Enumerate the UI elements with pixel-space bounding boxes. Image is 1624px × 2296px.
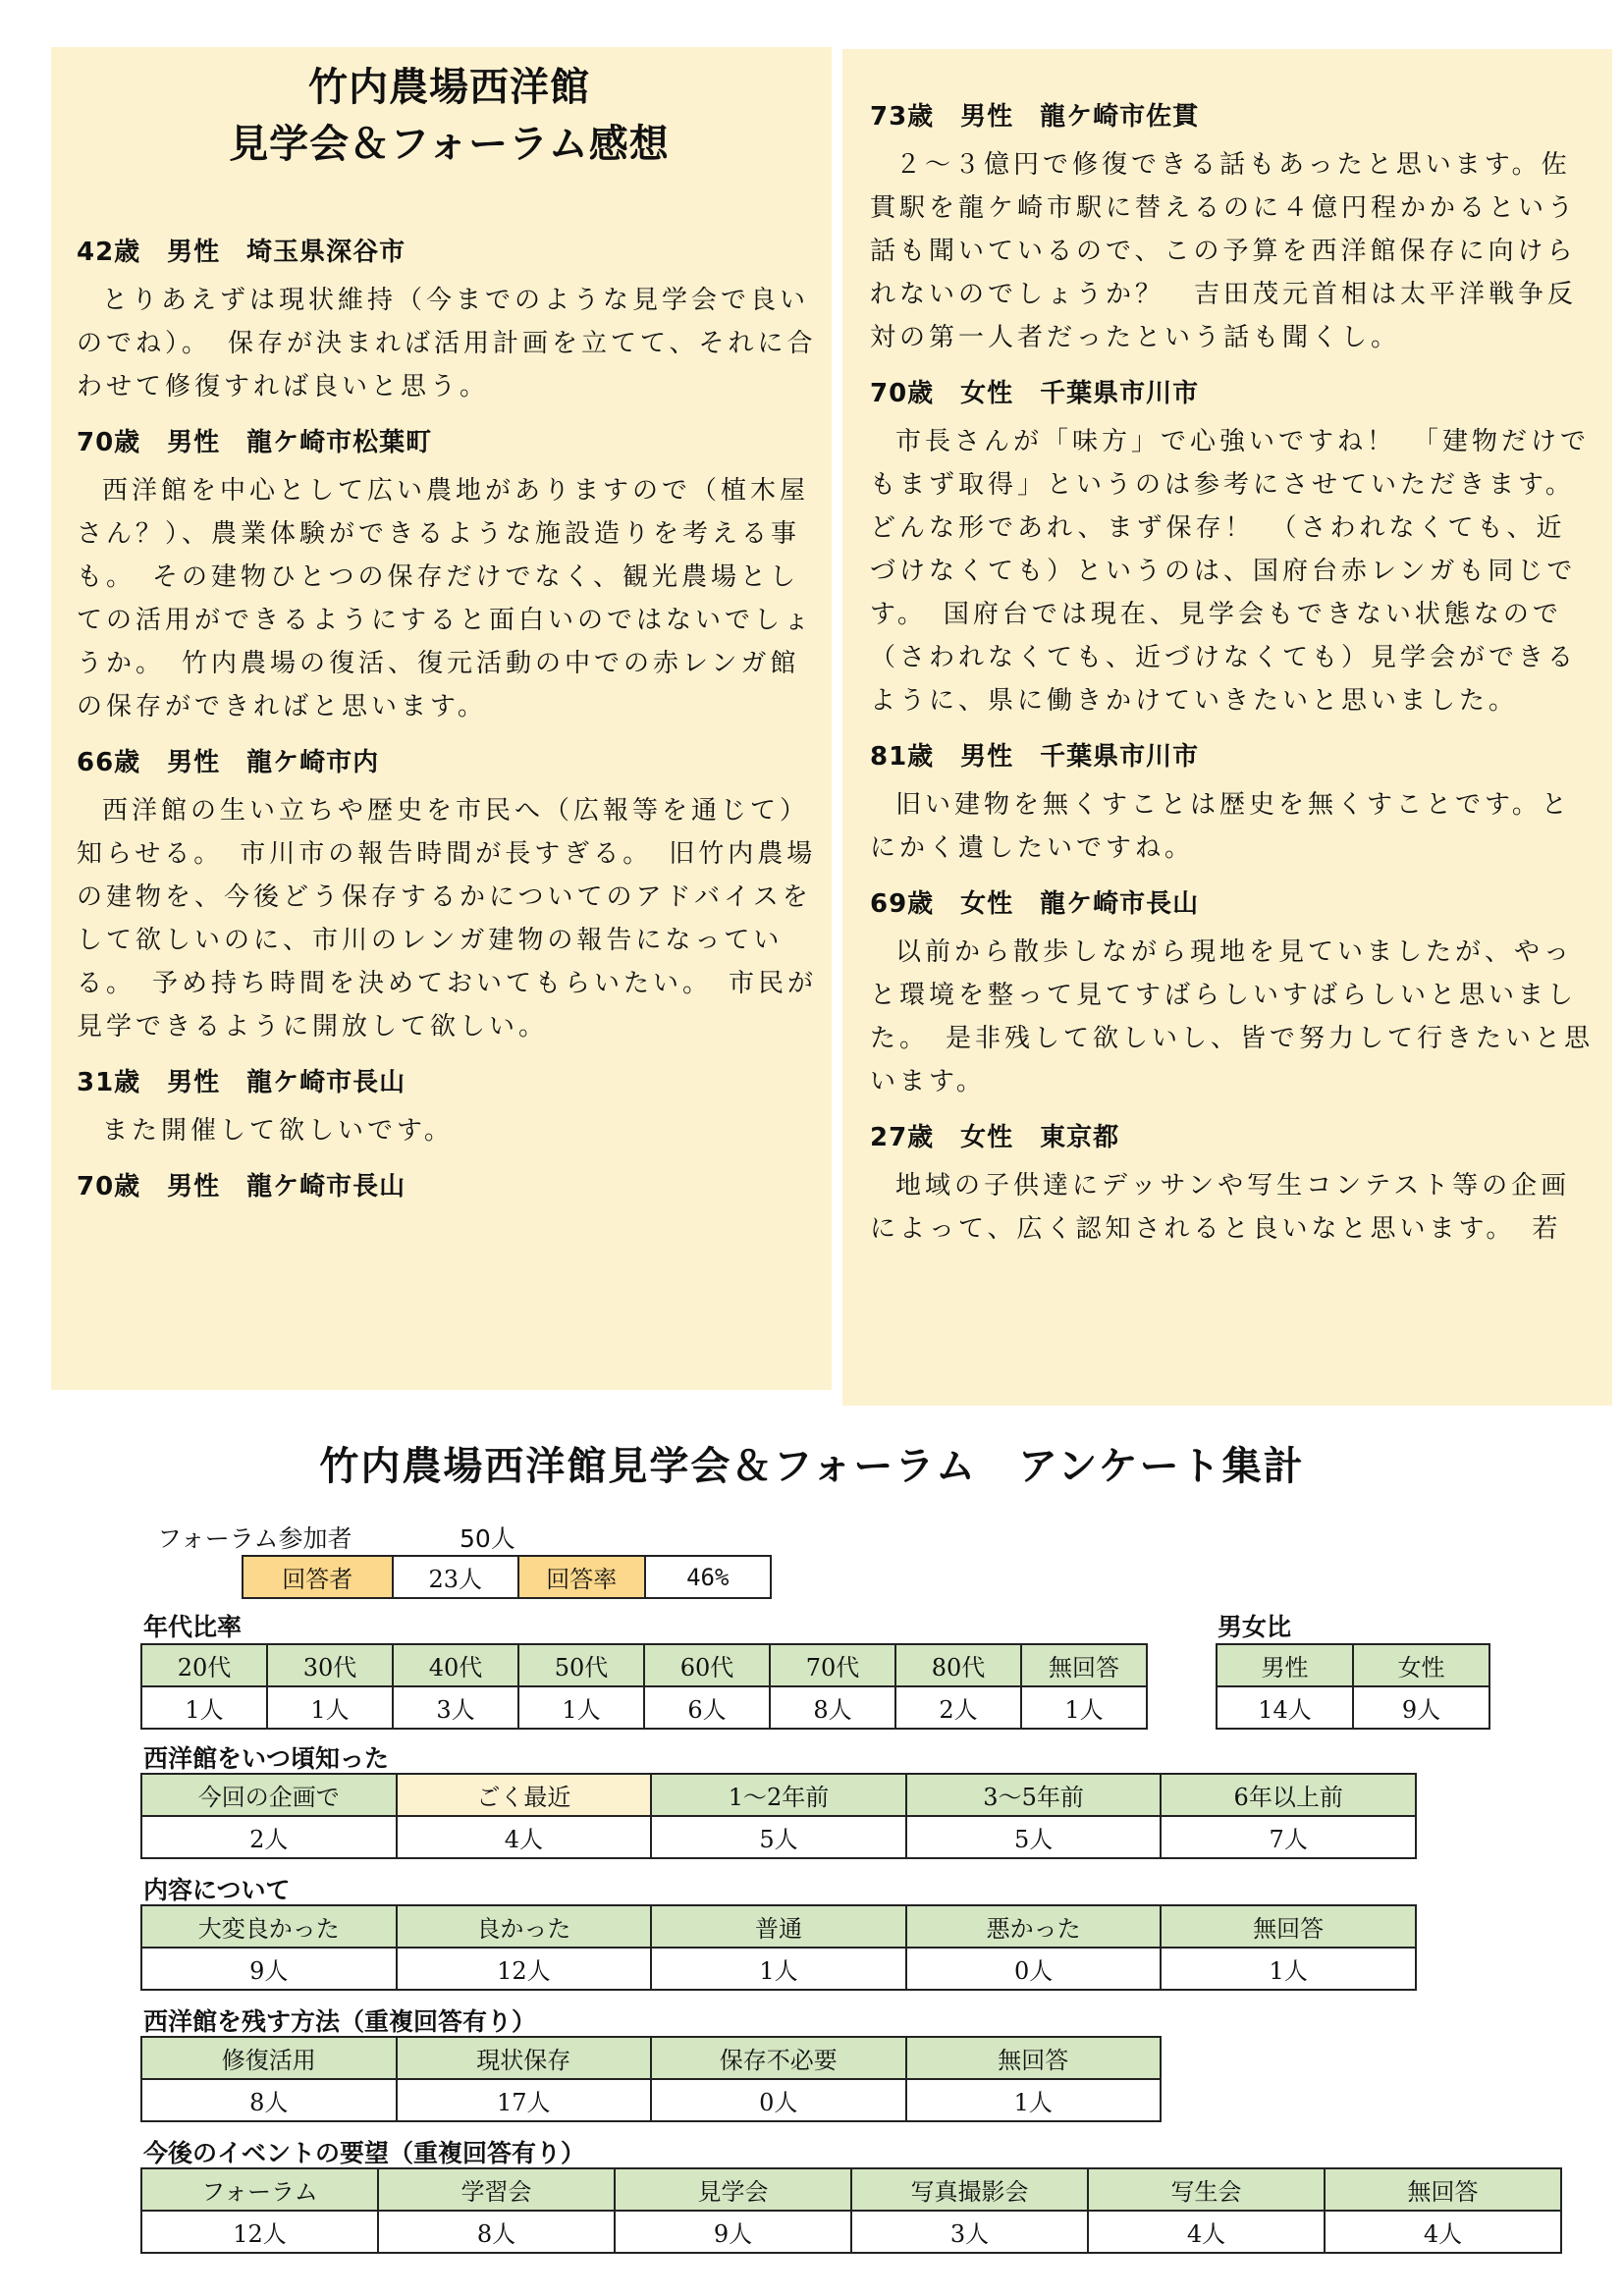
events-header: 学習会	[378, 2168, 615, 2211]
content-header: 良かった	[397, 1905, 652, 1948]
preserve-table	[140, 2036, 1162, 2122]
age-value: 8人	[770, 1686, 895, 1729]
age-value: 6人	[644, 1686, 770, 1729]
age-table	[140, 1643, 1148, 1730]
age-header: 40代	[393, 1644, 518, 1686]
age-header: 60代	[644, 1644, 770, 1686]
comment-author: 42歳 男性 埼玉県深谷市	[77, 238, 406, 267]
gender-value: 14人	[1217, 1686, 1353, 1729]
title-line-2: 見学会＆フォーラム感想	[229, 122, 670, 167]
events-value: 9人	[615, 2211, 851, 2253]
content-header: 悪かった	[906, 1905, 1162, 1948]
respondents-label: 回答者	[243, 1556, 393, 1598]
comment-entry	[77, 1066, 822, 1152]
age-value: 3人	[393, 1686, 518, 1729]
survey-title: 竹内農場西洋館見学会＆フォーラム アンケート集計	[319, 1444, 1305, 1489]
when-known-table	[140, 1773, 1417, 1859]
comment-entry	[870, 1121, 1595, 1251]
preserve-header: 保存不必要	[651, 2037, 906, 2079]
comment-author: 70歳 男性 龍ケ崎市長山	[77, 1172, 406, 1201]
preserve-value: 8人	[141, 2079, 397, 2121]
comment-author: 81歳 男性 千葉県市川市	[870, 742, 1200, 772]
gender-label: 男女比	[1218, 1613, 1292, 1641]
comment-author: 70歳 男性 龍ケ崎市松葉町	[77, 428, 433, 457]
age-header: 70代	[770, 1644, 895, 1686]
comment-author: 31歳 男性 龍ケ崎市長山	[77, 1068, 406, 1097]
left-comments-panel	[51, 47, 832, 1390]
when-known-value: 5人	[651, 1816, 906, 1858]
comment-text: また開催して欲しいです。	[102, 1116, 454, 1146]
age-header: 20代	[141, 1644, 267, 1686]
comment-author: 70歳 女性 千葉県市川市	[870, 379, 1200, 408]
gender-table	[1216, 1643, 1490, 1730]
when-known-value: 5人	[906, 1816, 1162, 1858]
content-label: 内容について	[143, 1876, 291, 1904]
preserve-header: 無回答	[906, 2037, 1162, 2079]
when-known-value: 7人	[1161, 1816, 1416, 1858]
preserve-value: 17人	[397, 2079, 652, 2121]
events-value: 8人	[378, 2211, 615, 2253]
participants-label: フォーラム参加者	[157, 1524, 352, 1553]
comment-entry	[870, 100, 1595, 359]
age-header: 無回答	[1021, 1644, 1147, 1686]
when-known-header: 6年以上前	[1161, 1774, 1416, 1816]
response-rate-table	[242, 1555, 772, 1599]
comment-text: 市長さんが「味方」で心強いですね！ 「建物だけでもまず取得」というのは参考にさせていただきます。 どんな形であれ、まず保存！ （さわれなくても、近づけなくても）というのは、国府台赤レンガも同じです。 国府台では現在、見学会もできない状態なので（さわれなくても、近づけなくても）見学会ができるように、県に働きかけていきたいと思いました。	[870, 427, 1592, 716]
when-known-header: 3～5年前	[906, 1774, 1162, 1816]
content-value: 1人	[1161, 1948, 1416, 1990]
comment-text: 旧い建物を無くすことは歴史を無くすことです。とにかく遺したいですね。	[870, 790, 1571, 863]
age-value: 1人	[518, 1686, 644, 1729]
events-value: 3人	[851, 2211, 1088, 2253]
comment-text: 西洋館の生い立ちや歴史を市民へ（広報等を通じて）知らせる。 市川市の報告時間が長すぎる。 旧竹内農場の建物を、今後どう保存するかについてのアドバイスをして欲しいのに、市川のレンガ建物の報告になっている。 予め持ち時間を決めておいてもらいたい。 市民が見学できるように開放して欲しい。	[77, 796, 818, 1041]
preserve-header: 修復活用	[141, 2037, 397, 2079]
comment-author: 27歳 女性 東京都	[870, 1123, 1120, 1152]
content-value: 1人	[651, 1948, 906, 1990]
when-known-header: 1～2年前	[651, 1774, 906, 1816]
events-value: 4人	[1325, 2211, 1561, 2253]
age-value: 1人	[1021, 1686, 1147, 1729]
comment-entry	[77, 746, 822, 1048]
events-label: 今後のイベントの要望（重複回答有り）	[143, 2139, 586, 2167]
comment-author: 73歳 男性 龍ケ崎市佐貫	[870, 102, 1200, 132]
events-header: 見学会	[615, 2168, 851, 2211]
age-value: 1人	[141, 1686, 267, 1729]
participants-value: 50人	[460, 1524, 515, 1553]
age-header: 80代	[895, 1644, 1021, 1686]
events-header: 写真撮影会	[851, 2168, 1088, 2211]
rate-value: 46%	[645, 1556, 772, 1598]
when-known-value: 2人	[141, 1816, 397, 1858]
comment-text: ２～３億円で修復できる話もあったと思います。佐貫駅を龍ケ崎市駅に替えるのに４億円程かかるという話も聞いているので、この予算を西洋館保存に向けられないのでしょうか？ 吉田茂元首相は太平洋戦争反対の第一人者だったという話も聞くし。	[870, 150, 1578, 352]
events-value: 4人	[1088, 2211, 1325, 2253]
when-known-header: 今回の企画で	[141, 1774, 397, 1816]
events-header: 写生会	[1088, 2168, 1325, 2211]
when-known-label: 西洋館をいつ頃知った	[143, 1744, 390, 1773]
when-known-value: 4人	[397, 1816, 652, 1858]
gender-value: 9人	[1353, 1686, 1489, 1729]
age-header: 30代	[267, 1644, 393, 1686]
events-table	[140, 2167, 1562, 2254]
age-label: 年代比率	[143, 1613, 243, 1641]
comment-text: とりあえずは現状維持（今までのような見学会で良いのでね）。 保存が決まれば活用計画を立てて、それに合わせて修復すれば良いと思う。	[77, 286, 817, 401]
events-header: フォーラム	[141, 2168, 378, 2211]
comment-entry	[870, 377, 1595, 722]
rate-label: 回答率	[518, 1556, 644, 1598]
gender-header: 女性	[1353, 1644, 1489, 1686]
comment-author: 69歳 女性 龍ケ崎市長山	[870, 889, 1200, 919]
preserve-label: 西洋館を残す方法（重複回答有り）	[143, 2007, 537, 2036]
events-header: 無回答	[1325, 2168, 1561, 2211]
age-value: 2人	[895, 1686, 1021, 1729]
comment-entry	[870, 887, 1595, 1103]
comment-author: 66歳 男性 龍ケ崎市内	[77, 748, 380, 777]
preserve-value: 0人	[651, 2079, 906, 2121]
comment-text: 西洋館を中心として広い農地がありますので（植木屋さん？）、農業体験ができるような施設造りを考える事も。 その建物ひとつの保存だけでなく、観光農場としての活用ができるようにすると面白いのではないでしょうか。 竹内農場の復活、復元活動の中での赤レンガ館の保存ができればと思います。	[77, 476, 814, 721]
content-header: 無回答	[1161, 1905, 1416, 1948]
content-header: 大変良かった	[141, 1905, 397, 1948]
content-value: 9人	[141, 1948, 397, 1990]
when-known-header: ごく最近	[397, 1774, 652, 1816]
comment-text: 地域の子供達にデッサンや写生コンテスト等の企画によって、広く認知されると良いなと思います。 若	[870, 1171, 1571, 1244]
content-value: 12人	[397, 1948, 652, 1990]
content-header: 普通	[651, 1905, 906, 1948]
panel-title	[77, 59, 822, 173]
comment-entry	[77, 426, 822, 728]
title-line-1: 竹内農場西洋館	[308, 65, 590, 110]
comment-text: 以前から散歩しながら現地を見ていましたが、やっと環境を整って見てすばらしいすばらしいと思いました。 是非残して欲しいし、皆で努力して行きたいと思います。	[870, 937, 1595, 1096]
comment-entry	[77, 1170, 822, 1203]
content-value: 0人	[906, 1948, 1162, 1990]
comment-entry	[870, 740, 1595, 870]
gender-header: 男性	[1217, 1644, 1353, 1686]
preserve-value: 1人	[906, 2079, 1162, 2121]
content-table	[140, 1904, 1417, 1991]
events-value: 12人	[141, 2211, 378, 2253]
age-header: 50代	[518, 1644, 644, 1686]
respondents-value: 23人	[393, 1556, 518, 1598]
comment-entry	[77, 236, 822, 408]
right-comments-panel	[842, 49, 1612, 1406]
age-value: 1人	[267, 1686, 393, 1729]
preserve-header: 現状保存	[397, 2037, 652, 2079]
